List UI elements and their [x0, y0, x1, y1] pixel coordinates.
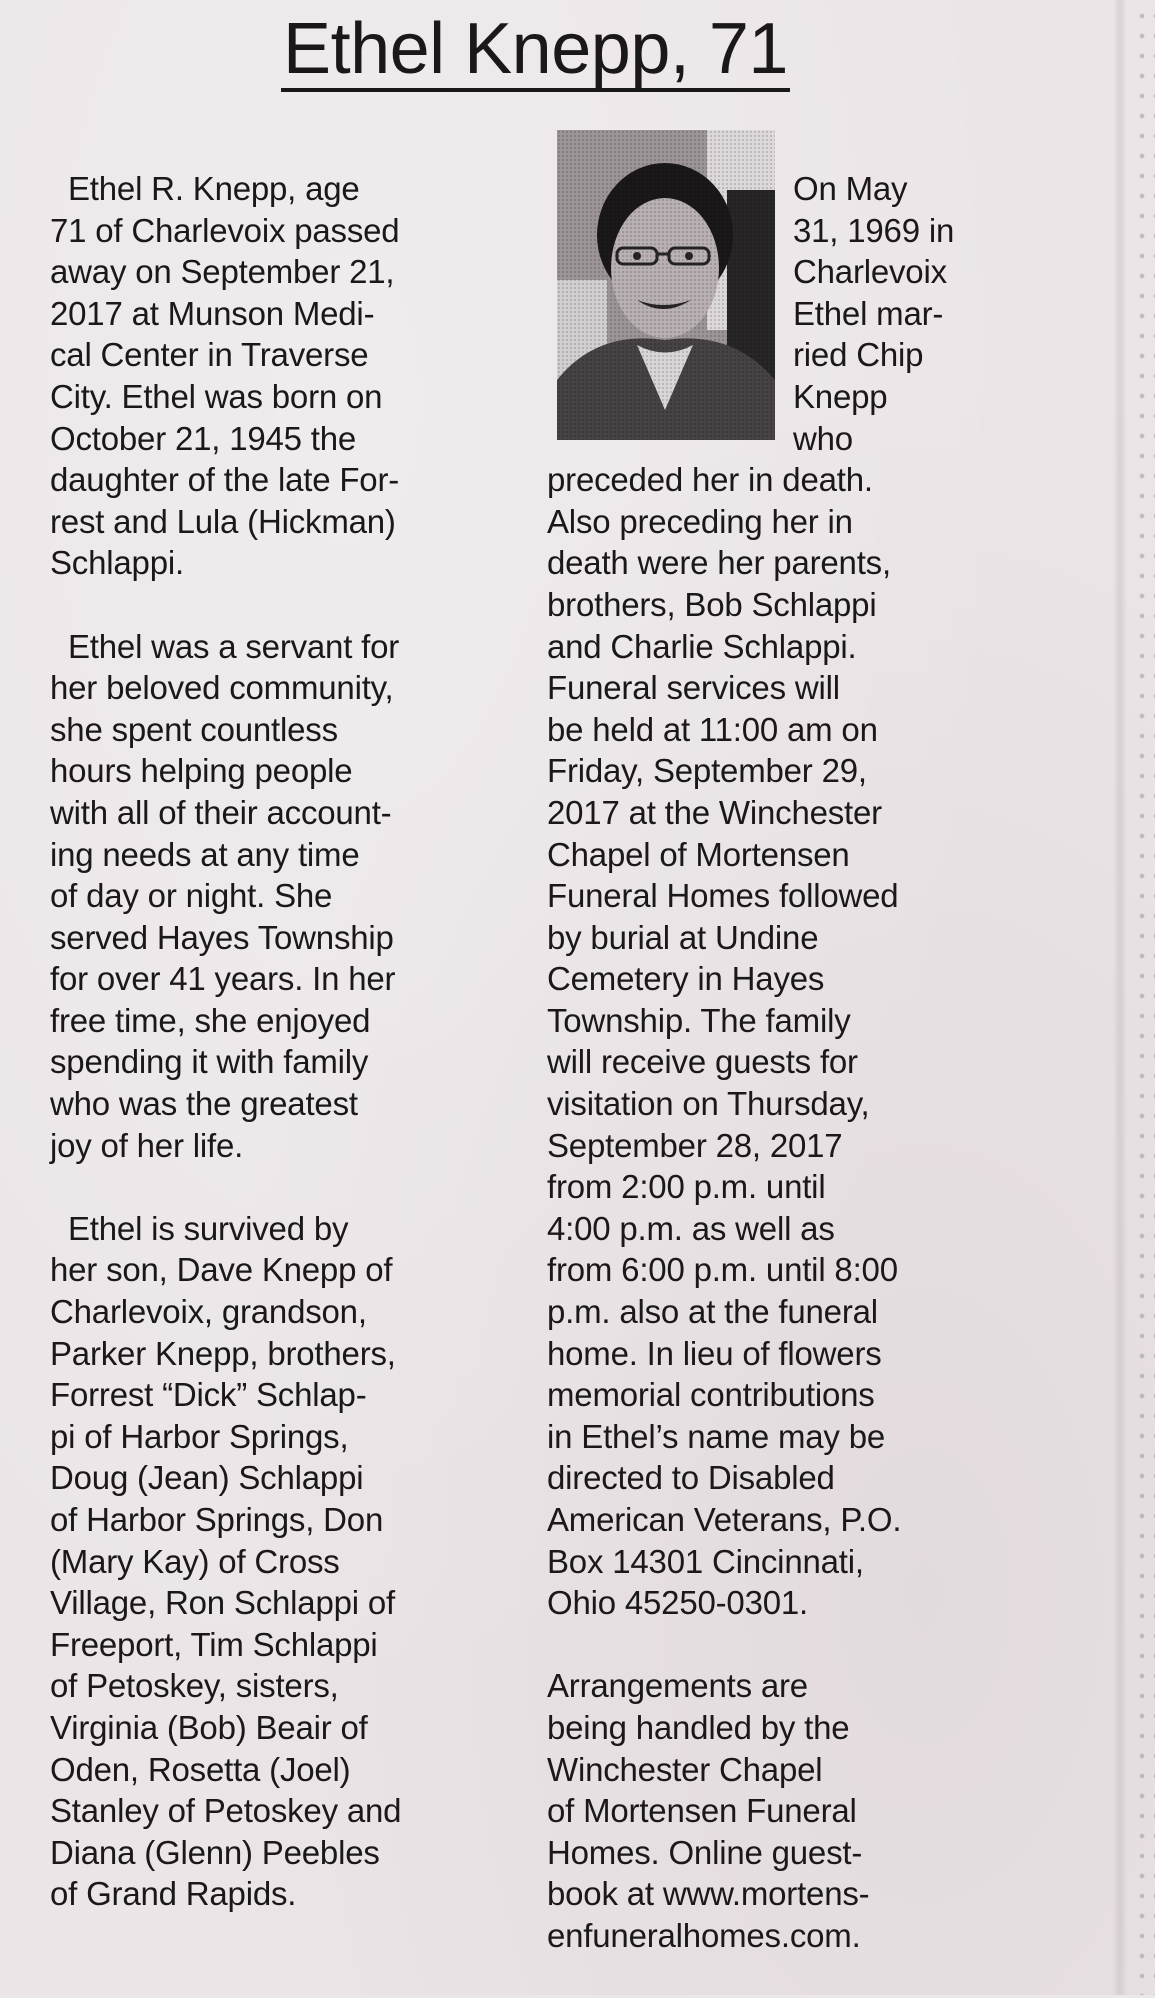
paragraph-community-service: Ethel was a servant for her beloved community, she spent countless hours helping people with all of their account- ing needs at any time of day or night. She served Hayes Township for over 41 years. In her free time, she enjoyed spending it with family who was the greatest joy of her life. [50, 627, 400, 1164]
paragraph-marriage-wrap: On May 31, 1969 in Charlevoix Ethel mar- ried Chip Knepp who [793, 170, 955, 457]
portrait-photo-icon [557, 130, 775, 440]
paragraph-arrangements: Arrangements are being handled by the Winchester Chapel of Mortensen Funeral Homes. Online guest- book at www.mortens- enfuneralhomes.com. [547, 1667, 870, 1954]
paragraph-survivors: Ethel is survived by her son, Dave Knepp of Charlevoix, grandson, Parker Knepp, brothers, Forrest “Dick” Schlap- pi of Harbor Springs, Doug (Jean) Schlappi of Harbor Springs, Don (Mary Kay) of Cross Village, Ron Schlappi of Freeport, Tim Schlappi of Petoskey, sisters, Virginia (Bob) Beair of Oden, Rosetta (Joel) Stanley of Petoskey and Diana (Glenn) Peebles of Grand Rapids. [50, 1209, 402, 1913]
portrait-photo [557, 130, 775, 440]
paper-fold-shadow [1113, 0, 1127, 1995]
obituary-headline [0, 6, 1071, 92]
headline-text: Ethel Knepp, 71 [281, 10, 790, 92]
left-column [50, 168, 506, 1957]
perforated-edge [1131, 0, 1155, 1995]
right-column [547, 168, 1017, 1998]
paragraph-biography: Ethel R. Knepp, age 71 of Charlevoix passed away on September 21, 2017 at Munson Medi- cal Center in Traverse City. Ethel was born on October 21, 1945 the daughter of the late For- rest and Lula (Hickman) Schlappi. [50, 170, 400, 582]
paragraph-services: preceded her in death. Also preceding her in death were her parents, brothers, Bob Schlappi and Charlie Schlappi. Funeral services will be held at 11:00 am on Friday, September 29, 2017 at the Winchester Chapel of Mortensen Funeral Homes followed by burial at Undine Cemetery in Hayes Township. The family will receive guests for visitation on Thursday, September 28, 2017 from 2:00 p.m. until 4:00 p.m. as well as from 6:00 p.m. until 8:00 p.m. also at the funeral home. In lieu of flowers memorial contributions in Ethel’s name may be directed to Disabled American Veterans, P.O. Box 14301 Cincinnati, Ohio 45250-0301. [547, 461, 902, 1622]
